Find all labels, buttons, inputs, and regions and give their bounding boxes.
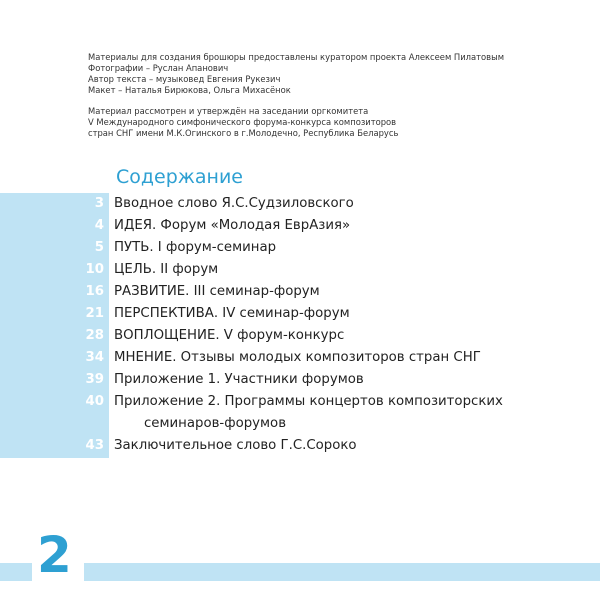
toc-title: Содержание: [116, 166, 243, 188]
approval-line: V Международного симфонического форума-конкурса композиторов: [88, 117, 397, 127]
toc-item-text: ПУТЬ. I форум-семинар: [114, 240, 277, 255]
toc-page-number: 4: [94, 218, 104, 233]
toc-item-text: ЦЕЛЬ. II форум: [114, 262, 219, 277]
approval-line: Материал рассмотрен и утверждён на заседании оргкомитета: [88, 106, 369, 116]
approval-line: стран СНГ имени М.К.Огинского в г.Молодечно, Республика Беларусь: [88, 128, 399, 138]
toc-page-number: 28: [85, 328, 104, 343]
toc-item-text: ПЕРСПЕКТИВА. IV семинар-форум: [114, 306, 350, 321]
toc-item-text: Приложение 1. Участники форумов: [114, 372, 364, 387]
toc-page-number: 34: [85, 350, 104, 365]
footer-bar-right: [84, 563, 600, 581]
toc-page-number: 39: [85, 372, 104, 387]
toc-item-text: ВОПЛОЩЕНИЕ. V форум-конкурс: [114, 328, 345, 343]
credits-line: Фотографии – Руслан Апанович: [88, 63, 229, 73]
credits-line: Автор текста – музыковед Евгения Рукезич: [88, 74, 281, 84]
toc-item-text: РАЗВИТИЕ. III семинар-форум: [114, 284, 320, 299]
toc-page-number: 40: [85, 394, 104, 409]
toc-page-number: 43: [85, 438, 104, 453]
toc-page-number: 16: [85, 284, 104, 299]
credits-line: Материалы для создания брошюры предоставлены куратором проекта Алексеем Пилатовым: [88, 52, 505, 62]
toc-item-text: Вводное слово Я.С.Судзиловского: [114, 196, 354, 211]
toc-page-number: 10: [85, 262, 104, 277]
credits-block: [88, 52, 504, 139]
toc-item-text-line: Приложение 2. Программы концертов композиторских: [114, 394, 503, 409]
toc-page-number: 21: [85, 306, 104, 321]
toc-item-text: Заключительное слово Г.С.Сороко: [114, 438, 357, 453]
toc-page-number: 5: [94, 240, 104, 255]
footer-bar-left: [0, 563, 32, 581]
credits-line: Макет – Наталья Бирюкова, Ольга Михасёнок: [88, 85, 291, 95]
toc-item-text: МНЕНИЕ. Отзывы молодых композиторов стран СНГ: [114, 350, 481, 365]
page-number: 2: [37, 526, 72, 584]
toc-item-text-continuation: семинаров-форумов: [144, 416, 287, 431]
toc-item-text: [114, 391, 584, 435]
toc-page-number: 3: [94, 196, 104, 211]
toc-item-text: ИДЕЯ. Форум «Молодая ЕврАзия»: [114, 218, 351, 233]
